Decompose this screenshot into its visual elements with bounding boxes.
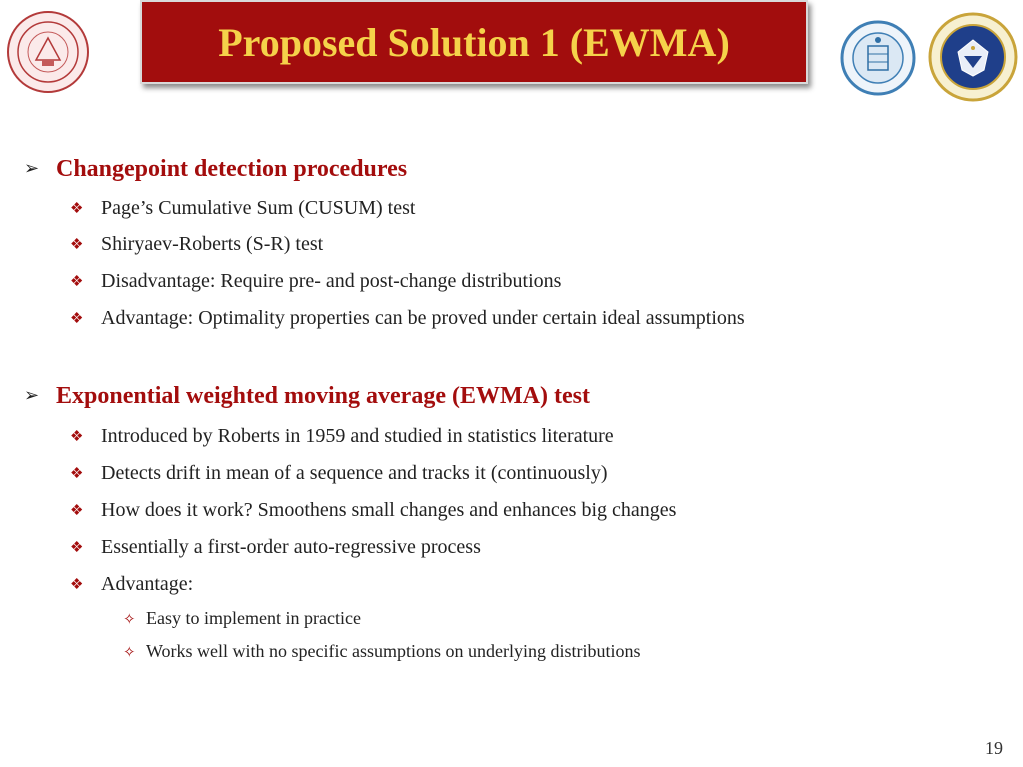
diamond-bullet-icon: ❖ bbox=[70, 237, 84, 253]
subbullet-how-it-works bbox=[70, 499, 676, 522]
diamond-bullet-icon: ❖ bbox=[70, 577, 84, 593]
diamond-bullet-icon: ❖ bbox=[70, 540, 84, 556]
subbullet-text: Shiryaev-Roberts (S-R) test bbox=[101, 233, 324, 255]
subbullet-text: Disadvantage: Require pre- and post-change distributions bbox=[101, 270, 562, 292]
subbullet-text: Advantage: Optimality properties can be proved under certain ideal assumptions bbox=[101, 307, 745, 329]
subbullet-text: Advantage: bbox=[101, 573, 194, 595]
arrow-bullet-icon: ➢ bbox=[24, 385, 40, 405]
subsubbullet-easy-to-implement bbox=[123, 608, 361, 629]
diamond-bullet-icon: ❖ bbox=[70, 311, 84, 327]
bullet-changepoint-detection bbox=[24, 156, 407, 183]
diamond-bullet-icon: ❖ bbox=[70, 274, 84, 290]
bullet-label: Exponential weighted moving average (EWMA) test bbox=[56, 383, 590, 409]
subbullet-text: Introduced by Roberts in 1959 and studied in statistics literature bbox=[101, 425, 614, 447]
subbullet-advantage bbox=[70, 307, 745, 330]
subsubbullet-text: Works well with no specific assumptions on underlying distributions bbox=[146, 641, 641, 661]
star-bullet-icon: ✧ bbox=[123, 612, 136, 628]
subbullet-cusum bbox=[70, 197, 415, 220]
star-bullet-icon: ✧ bbox=[123, 645, 136, 661]
subbullet-text: How does it work? Smoothens small changes and enhances big changes bbox=[101, 499, 677, 521]
bullet-label: Changepoint detection procedures bbox=[56, 156, 408, 182]
subsubbullet-text: Easy to implement in practice bbox=[146, 608, 361, 628]
arrow-bullet-icon: ➢ bbox=[24, 158, 40, 178]
subbullet-detects-drift bbox=[70, 462, 608, 485]
subbullet-introduced bbox=[70, 425, 614, 448]
bullet-ewma-test bbox=[24, 383, 590, 410]
diamond-bullet-icon: ❖ bbox=[70, 429, 84, 445]
subbullet-advantage-ewma bbox=[70, 573, 193, 596]
subsubbullet-no-assumptions bbox=[123, 641, 641, 662]
subbullet-text: Detects drift in mean of a sequence and tracks it (continuously) bbox=[101, 462, 608, 484]
diamond-bullet-icon: ❖ bbox=[70, 503, 84, 519]
slide-title: Proposed Solution 1 (EWMA) bbox=[218, 19, 730, 65]
subbullet-text: Essentially a first-order auto-regressive process bbox=[101, 536, 481, 558]
subbullet-shiryaev-roberts bbox=[70, 233, 323, 256]
diamond-bullet-icon: ❖ bbox=[70, 466, 84, 482]
subbullet-disadvantage bbox=[70, 270, 561, 293]
subbullet-auto-regressive bbox=[70, 536, 481, 559]
diamond-bullet-icon: ❖ bbox=[70, 201, 84, 217]
page-number: 19 bbox=[985, 738, 1003, 758]
subbullet-text: Page’s Cumulative Sum (CUSUM) test bbox=[101, 197, 416, 219]
